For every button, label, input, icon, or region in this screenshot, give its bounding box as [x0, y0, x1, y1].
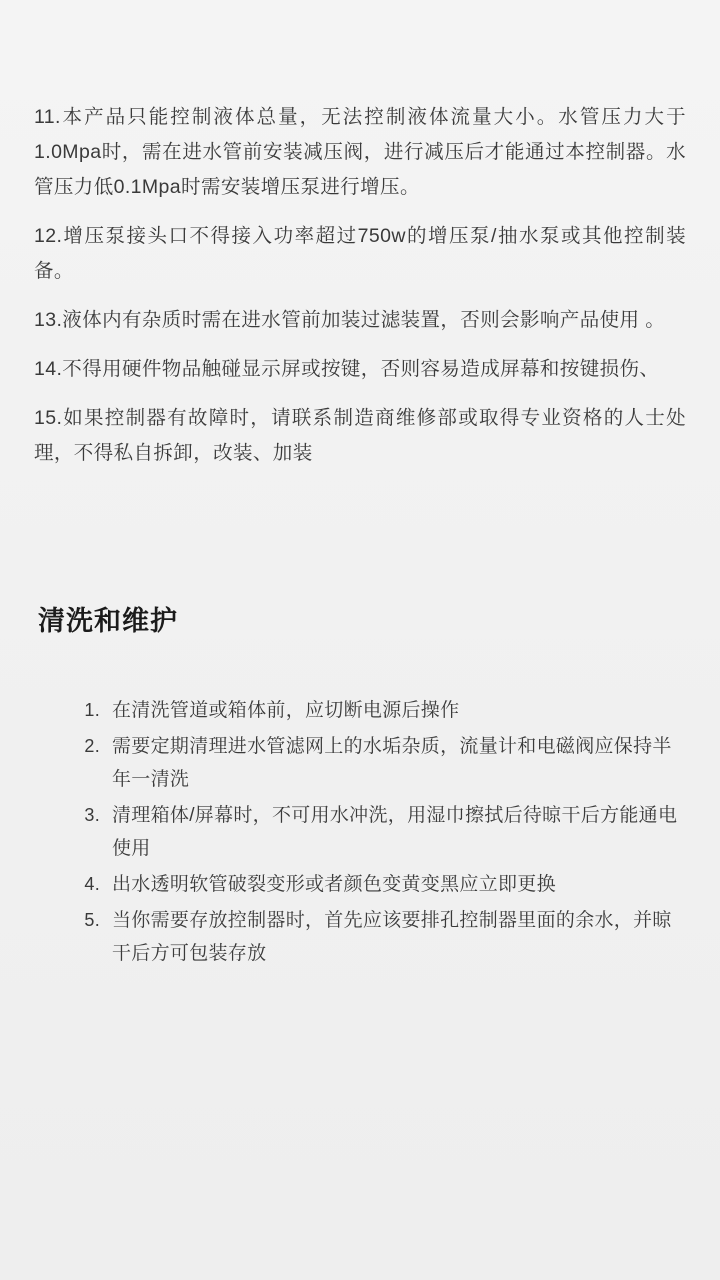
section-heading: 清洗和维护 [38, 606, 178, 636]
list-item: 当你需要存放控制器时，首先应该要排孔控制器里面的余水，并晾干后方可包装存放 [112, 910, 672, 964]
list-item: 需要定期清理进水管滤网上的水垢杂质，流量计和电磁阀应保持半年一清洗 [112, 736, 672, 790]
maintenance-list [34, 694, 686, 970]
note-paragraph: 14.不得用硬件物品触碰显示屏或按键，否则容易造成屏幕和按键损伤、 [34, 358, 660, 380]
note-paragraph: 12.增压泵接头口不得接入功率超过750w的增压泵/抽水泵或其他控制装备。 [34, 225, 686, 282]
note-paragraph: 13.液体内有杂质时需在进水管前加装过滤装置，否则会影响产品使用 。 [34, 309, 666, 331]
list-item: 出水透明软管破裂变形或者颜色变黄变黑应立即更换 [112, 874, 556, 895]
list-item: 清理箱体/屏幕时，不可用水冲洗，用湿巾擦拭后待晾干后方能通电使用 [112, 805, 678, 859]
note-paragraph: 15.如果控制器有故障时，请联系制造商维修部或取得专业资格的人士处理，不得私自拆卸，改装、加装 [34, 407, 686, 464]
section-heading-wrapper [34, 599, 686, 638]
list-item: 在清洗管道或箱体前，应切断电源后操作 [112, 700, 460, 721]
warning-notes-list [34, 100, 686, 471]
note-paragraph: 11.本产品只能控制液体总量，无法控制液体流量大小。水管压力大于1.0Mpa时，需在进水管前安装减压阀，进行减压后才能通过本控制器。水管压力低0.1Mpa时需安装增压泵进行增压。 [34, 106, 686, 198]
